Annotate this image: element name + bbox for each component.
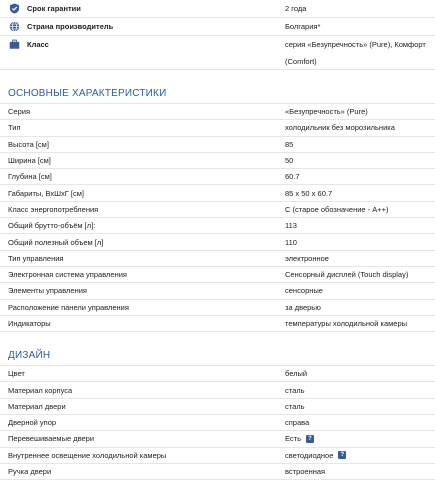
- spec-row: [0, 448, 435, 464]
- spec-value-cell: [285, 169, 435, 184]
- warranty-value: 2 года: [285, 4, 307, 13]
- shield-check-icon: [8, 3, 20, 15]
- class-value: серия «Безупречность» (Pure), Комфорт: [285, 40, 426, 49]
- spec-label: Общий брутто-объём [л]:: [8, 221, 96, 231]
- spec-value-cell: [285, 431, 435, 446]
- help-icon[interactable]: ?: [306, 435, 314, 443]
- spec-value: 50: [285, 156, 294, 166]
- spec-row: [0, 399, 435, 415]
- country-row: [0, 18, 435, 36]
- spec-row: [0, 185, 435, 201]
- spec-value-cell: [285, 234, 435, 249]
- warranty-label: Срок гарантии: [27, 4, 81, 13]
- spec-row: [0, 202, 435, 218]
- briefcase-icon: [8, 39, 20, 51]
- spec-label: Серия: [8, 107, 31, 117]
- spec-value: 60.7: [285, 172, 300, 182]
- spec-value: сталь: [285, 385, 305, 395]
- spec-row: [0, 153, 435, 169]
- spec-value-cell: [285, 464, 435, 479]
- spec-label: Габариты, ВхШхГ [см]: [8, 188, 84, 198]
- spec-value-cell: [285, 218, 435, 233]
- spec-label: Тип управления: [8, 253, 64, 263]
- spec-value: сенсорные: [285, 286, 323, 296]
- spec-row: [0, 169, 435, 185]
- spec-row: [0, 120, 435, 136]
- spec-label: Внутреннее освещение холодильной камеры: [8, 450, 167, 460]
- spec-value-cell: [285, 415, 435, 430]
- spec-label: Расположение панели управления: [8, 302, 129, 312]
- class-label: Класс: [27, 40, 49, 49]
- spec-value-cell: [285, 137, 435, 152]
- spec-label: Класс энергопотребления: [8, 204, 99, 214]
- spec-row: [0, 415, 435, 431]
- spec-value-cell: [285, 120, 435, 135]
- spec-value-cell: [285, 300, 435, 315]
- spec-value-cell: [285, 251, 435, 266]
- country-value: Болгария*: [285, 22, 321, 31]
- spec-label: Глубина [см]: [8, 172, 52, 182]
- warranty-row: [0, 0, 435, 18]
- spec-value: белый: [285, 369, 308, 379]
- spec-value: справа: [285, 418, 310, 428]
- spec-value-cell: [285, 316, 435, 331]
- spec-label: Материал корпуса: [8, 385, 73, 395]
- spec-label: Ручка двери: [8, 467, 52, 477]
- help-icon[interactable]: ?: [338, 451, 346, 459]
- spec-row: [0, 234, 435, 250]
- spec-value-cell: [285, 283, 435, 298]
- spec-label: Элементы управления: [8, 286, 87, 296]
- section-title-design: ДИЗАЙН: [0, 346, 435, 366]
- spec-value: 85 x 50 x 60.7: [285, 188, 333, 198]
- spec-row: [0, 366, 435, 382]
- spec-row: [0, 104, 435, 120]
- spec-value-cell: [285, 185, 435, 200]
- spec-value: С (старое обозначение - A++): [285, 204, 389, 214]
- spec-value: «Безупречность» (Pure): [285, 107, 368, 117]
- spec-value-cell: [285, 366, 435, 381]
- spec-row: [0, 382, 435, 398]
- spec-value: сталь: [285, 401, 305, 411]
- spec-value-cell: [285, 382, 435, 397]
- spec-value-cell: [285, 267, 435, 282]
- spec-label: Высота [см]: [8, 139, 49, 149]
- spec-row: [0, 267, 435, 283]
- spec-label: Ширина [см]: [8, 156, 51, 166]
- spec-value: Сенсорный дисплей (Touch display): [285, 270, 409, 280]
- spec-value-cell: [285, 153, 435, 168]
- section-title-main-specs: ОСНОВНЫЕ ХАРАКТЕРИСТИКИ: [0, 84, 435, 104]
- spec-row: [0, 251, 435, 267]
- spec-label: Материал двери: [8, 401, 66, 411]
- spec-value-cell: [285, 399, 435, 414]
- spec-row: [0, 137, 435, 153]
- spec-value: 113: [285, 221, 297, 231]
- globe-icon: [8, 21, 20, 33]
- spec-value: электронное: [285, 253, 329, 263]
- spec-label: Индикаторы: [8, 319, 51, 328]
- country-label: Страна производитель: [27, 22, 114, 31]
- spec-label: Общий полезный объем [л]: [8, 237, 104, 247]
- spec-label: Перевешиваемые двери: [8, 434, 95, 444]
- spec-value: встроенная: [285, 467, 326, 477]
- spec-value: 85: [285, 139, 294, 149]
- spec-value: Есть: [285, 434, 302, 444]
- spec-label: Цвет: [8, 369, 25, 379]
- spec-value-cell: [285, 448, 435, 463]
- spec-row: [0, 283, 435, 299]
- spec-value-cell: [285, 202, 435, 217]
- spec-row: [0, 300, 435, 316]
- spec-label: Электронная система управления: [8, 270, 127, 280]
- class-value-continued: (Comfort): [285, 57, 317, 66]
- spec-value-cell: [285, 104, 435, 119]
- spec-row: [0, 464, 435, 480]
- class-row: [0, 36, 435, 70]
- spec-value: светодиодное: [285, 450, 334, 460]
- spec-row: [0, 431, 435, 447]
- spec-label: Тип: [8, 123, 21, 133]
- spec-value: за дверью: [285, 302, 321, 312]
- spec-row: [0, 316, 435, 332]
- spec-row: [0, 218, 435, 234]
- spec-label: Дверной упор: [8, 418, 57, 428]
- spec-value: температуры холодильной камеры: [285, 319, 407, 328]
- spec-value: 110: [285, 237, 297, 247]
- spec-value: холодильник без морозильника: [285, 123, 395, 133]
